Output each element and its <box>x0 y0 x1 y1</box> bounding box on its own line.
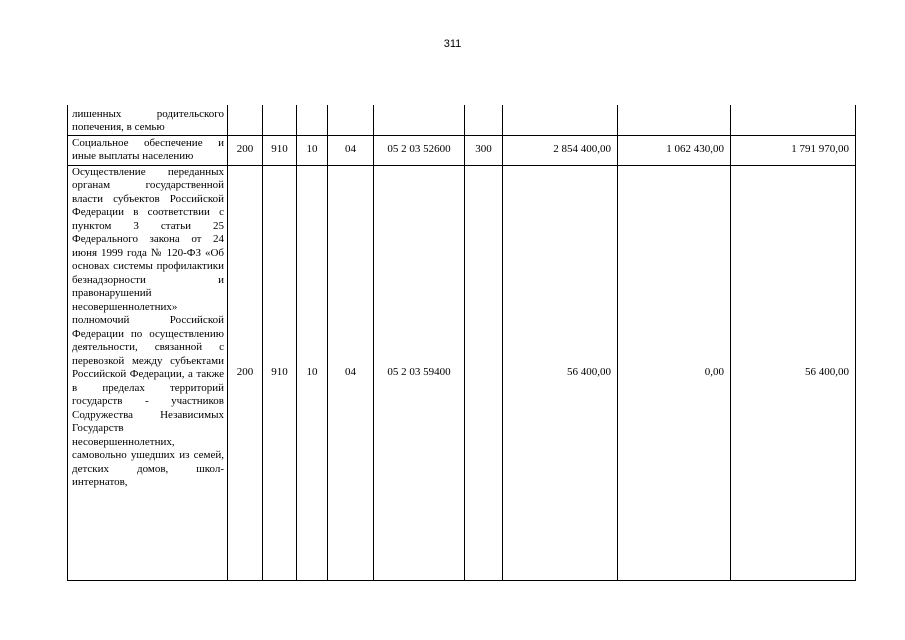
col-razdel-cell: 910 <box>263 165 297 580</box>
col-podrazdel-cell: 10 <box>297 135 328 165</box>
col-sum1-cell: 2 854 400,00 <box>503 135 618 165</box>
col-vr-cell <box>465 105 503 135</box>
col-code-cell: 05 2 03 59400 <box>374 165 465 580</box>
col-ved-cell: 200 <box>228 135 263 165</box>
col-sum3-cell: 1 791 970,00 <box>731 135 856 165</box>
table-row <box>68 165 856 580</box>
col-podrazdel-cell <box>297 105 328 135</box>
col-razdel-cell <box>263 105 297 135</box>
col-sum3-cell: 56 400,00 <box>731 165 856 580</box>
table-row <box>68 105 856 135</box>
col-csr-cell: 04 <box>328 135 374 165</box>
table-row <box>68 135 856 165</box>
col-vr-cell <box>465 165 503 580</box>
col-csr-cell: 04 <box>328 165 374 580</box>
col-sum3-cell <box>731 105 856 135</box>
budget-table <box>67 105 856 581</box>
row-name-cell: лишенных родительского попечения, в семью <box>68 105 228 135</box>
col-ved-cell <box>228 105 263 135</box>
col-sum1-cell <box>503 105 618 135</box>
col-csr-cell <box>328 105 374 135</box>
col-vr-cell: 300 <box>465 135 503 165</box>
row-name-cell: Социальное обеспечение и иные выплаты населению <box>68 135 228 165</box>
col-sum2-cell: 0,00 <box>618 165 731 580</box>
col-sum1-cell: 56 400,00 <box>503 165 618 580</box>
col-code-cell <box>374 105 465 135</box>
col-podrazdel-cell: 10 <box>297 165 328 580</box>
col-sum2-cell <box>618 105 731 135</box>
col-ved-cell: 200 <box>228 165 263 580</box>
col-razdel-cell: 910 <box>263 135 297 165</box>
col-code-cell: 05 2 03 52600 <box>374 135 465 165</box>
col-sum2-cell: 1 062 430,00 <box>618 135 731 165</box>
page-number: 311 <box>443 38 462 50</box>
row-name-cell: Осуществление переданных органам государственной власти субъектов Российской Федерации в соответствии с пунктом 3 статьи 25 Федерального закона от 24 июня 1999 года № 120-ФЗ «Об основах системы профилактики безнадзорности и правонарушений несовершеннолетних» полномочий Российской Федерации по осуществлению деятельности, связанной с перевозкой между субъектами Российской Федерации, а также в пределах территорий государств - участников Содружества Независимых Государств несовершеннолетних, самовольно ушедших из семей, детских домов, школ-интернатов, <box>68 165 228 580</box>
